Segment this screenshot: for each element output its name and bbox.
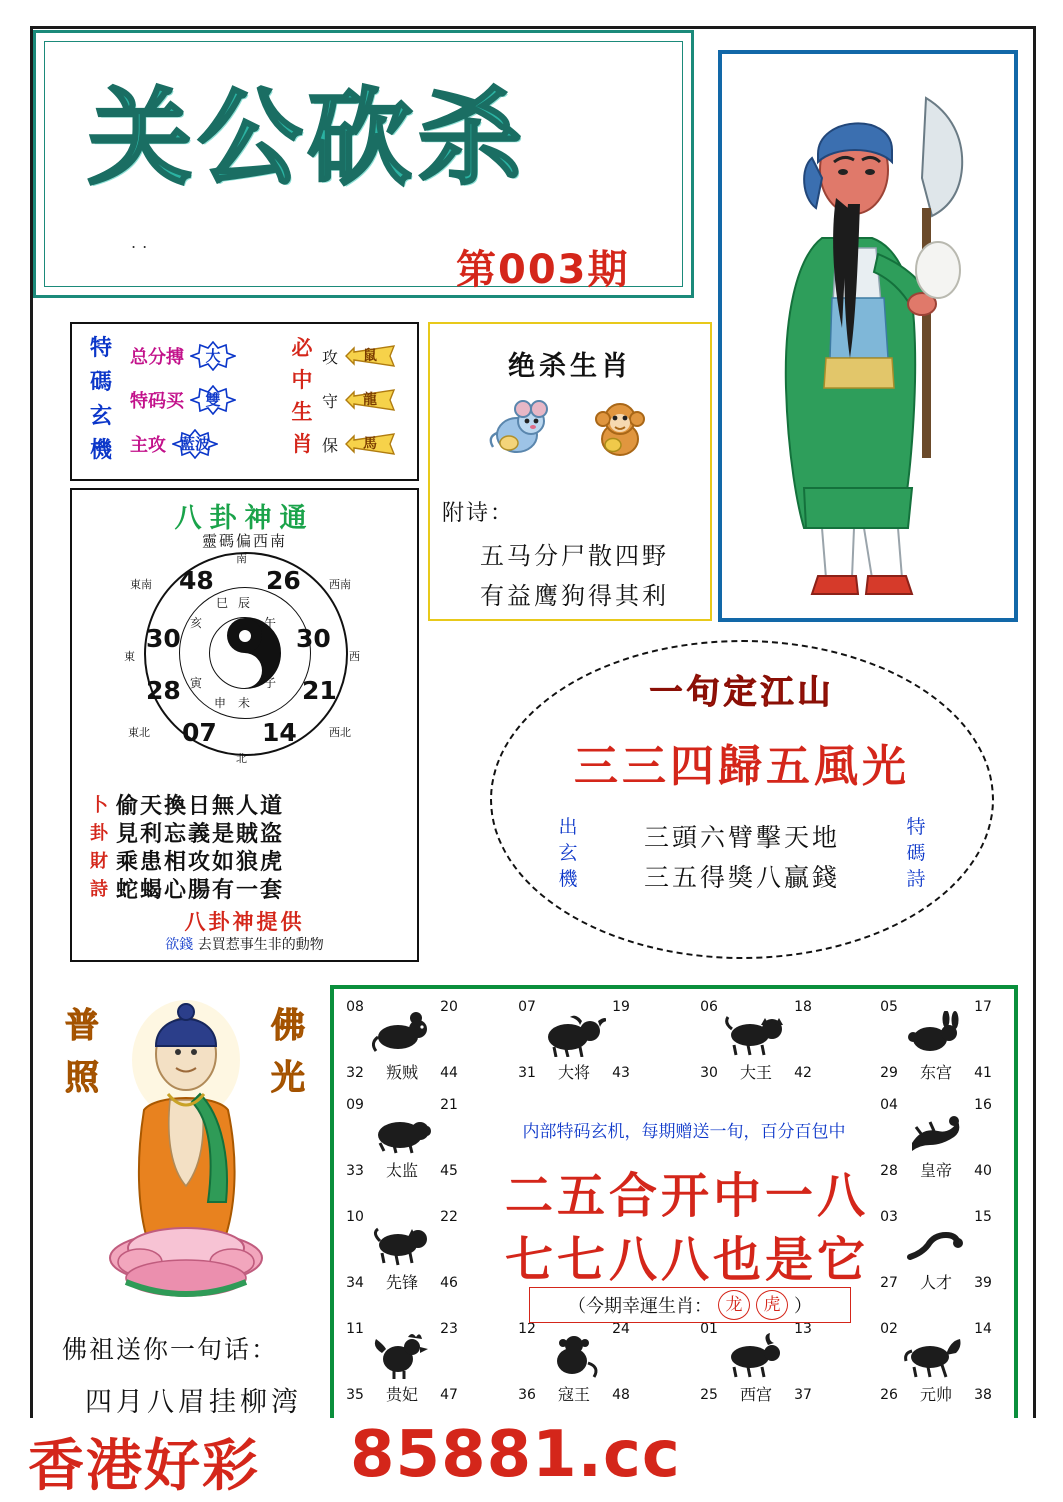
bagua-stem-1: 辰 (238, 596, 251, 610)
lucky-zodiac-badge (529, 1287, 851, 1323)
zodiac-num-tl: 12 (518, 1321, 536, 1337)
tema-char-3: 玄 (89, 404, 112, 429)
zodiac-num-tl: 03 (880, 1209, 898, 1225)
bagua-dir-nw: 東南 (130, 578, 152, 591)
bagua-stem-5: 子 (264, 676, 277, 690)
zodiac-num-bl: 35 (346, 1387, 364, 1403)
bagua-dir-sw: 東北 (128, 726, 150, 739)
zodiac-num-tr: 13 (794, 1321, 812, 1337)
prediction-value: 雙 (205, 391, 221, 409)
zodiac-num-tl: 11 (346, 1321, 364, 1337)
prediction-rows (130, 334, 280, 466)
zodiac-num-bl: 26 (880, 1387, 898, 1403)
zodiac-name: 西宫 (739, 1385, 772, 1404)
yiju-left-label: 出玄機 (558, 816, 578, 890)
bagua-stem-2: 午 (264, 616, 277, 630)
zodiac-num-br: 42 (794, 1065, 812, 1081)
tiger-icon (724, 1011, 788, 1063)
bagua-footer-note-a: 欲錢 (165, 937, 194, 953)
prediction-label: 特码买 (130, 391, 184, 412)
bagua-number-s-right: 14 (262, 718, 297, 747)
zodiac-num-bl: 28 (880, 1163, 898, 1179)
tema-char-2: 碼 (89, 370, 112, 395)
zodiac-name: 先锋 (385, 1273, 418, 1292)
bizhong-shengxiao-label (287, 332, 317, 460)
mouse-icon (487, 399, 553, 465)
zodiac-num-tl: 07 (518, 999, 536, 1015)
buddha-left-chars: 普照 (65, 1006, 99, 1098)
zodiac-name: 寇王 (557, 1385, 590, 1404)
zodiac-num-bl: 25 (700, 1387, 718, 1403)
lucky-zodiac-label: （今期幸運生肖： (568, 1296, 712, 1317)
poem-mark-0: 卜 (90, 795, 108, 816)
bagua-circle (124, 552, 364, 782)
poem-mark-1: 卦 (90, 823, 108, 844)
footer-bar (0, 1418, 1063, 1499)
bagua-box (70, 488, 419, 962)
bagua-number-s-left: 07 (182, 718, 217, 747)
zodiac-num-bl: 30 (700, 1065, 718, 1081)
bagua-subtitle: 靈碼偏西南 (201, 532, 287, 550)
pick-value: 龍 (363, 392, 378, 408)
zodiac-num-tr: 17 (974, 999, 992, 1015)
bagua-dir-w: 東 (124, 650, 135, 663)
juesha-title: 绝杀生肖 (508, 351, 632, 382)
yiju-couplet-1: 三頭六臂擊天地 (643, 823, 840, 852)
prediction-row (130, 334, 280, 378)
zodiac-num-br: 45 (440, 1163, 458, 1179)
bagua-dir-ne: 西南 (329, 578, 351, 591)
zodiac-num-tl: 06 (700, 999, 718, 1015)
bagua-footer-note-b: 去買惹事生非的動物 (197, 937, 324, 953)
zodiac-num-tl: 09 (346, 1097, 364, 1113)
tema-xuanji-label (80, 332, 122, 470)
zodiac-num-tr: 20 (440, 999, 458, 1015)
monkey-icon (587, 399, 653, 465)
zodiac-name: 贵妃 (385, 1385, 418, 1404)
zodiac-num-bl: 31 (518, 1065, 536, 1081)
yiju-couplet-2: 三五得獎八贏錢 (643, 863, 840, 892)
pick-label: 保 (322, 435, 339, 455)
zodiac-num-tl: 05 (880, 999, 898, 1015)
bagua-stem-6: 寅 (190, 676, 203, 690)
zodiac-num-tl: 01 (700, 1321, 718, 1337)
zodiac-num-bl: 36 (518, 1387, 536, 1403)
zodiac-num-br: 44 (440, 1065, 458, 1081)
poem-line-1: 見利忘義是賊盗 (116, 821, 285, 847)
juesha-poem-label: 附诗： (442, 501, 515, 526)
zodiac-num-tr: 23 (440, 1321, 458, 1337)
zodiac-num-tr: 14 (974, 1321, 992, 1337)
burst-badge (172, 429, 218, 459)
zodiac-cell[interactable] (874, 997, 998, 1083)
bagua-number-w: 30 (146, 624, 181, 653)
zodiac-cell[interactable] (874, 1319, 998, 1405)
bagua-dir-e: 西 (349, 650, 360, 663)
buddha-illustration (96, 990, 276, 1320)
bagua-footer: 八卦神提供 (184, 910, 305, 934)
buddha-message-text: 四月八眉挂柳湾 (85, 1387, 302, 1418)
pick-value: 馬 (363, 436, 378, 452)
zodiac-cell[interactable] (340, 1319, 464, 1405)
footer-site[interactable]: 85881.cc (350, 1418, 681, 1492)
zodiac-num-tl: 08 (346, 999, 364, 1015)
bagua-poem (82, 790, 407, 902)
ox-icon (542, 1011, 606, 1063)
zodiac-name: 皇帝 (919, 1161, 952, 1180)
rooster-icon (370, 1333, 434, 1385)
bagua-number-se: 21 (302, 676, 337, 705)
zodiac-name: 大王 (739, 1063, 772, 1082)
zodiac-cell[interactable] (694, 997, 818, 1083)
pick-badge (342, 430, 398, 458)
rabbit-icon (904, 1011, 968, 1063)
zodiac-num-tl: 10 (346, 1209, 364, 1225)
bagua-stem-3: 亥 (190, 616, 203, 630)
tema-xuanji-box (70, 322, 419, 481)
zodiac-num-br: 38 (974, 1387, 992, 1403)
title-dots: .. (131, 233, 154, 252)
bagua-poem-row (82, 846, 407, 874)
horse-icon (904, 1333, 968, 1385)
poem-mark-3: 詩 (90, 879, 108, 900)
zodiac-num-br: 47 (440, 1387, 458, 1403)
prediction-label: 总分搏 (130, 347, 184, 368)
pig-icon (370, 1109, 434, 1161)
bagua-number-sw: 28 (146, 676, 181, 705)
pick-row (322, 378, 412, 422)
buddha-message-label: 佛祖送你一句话： (62, 1335, 279, 1364)
bizhong-char-2: 中 (291, 368, 313, 392)
zodiac-num-br: 41 (974, 1065, 992, 1081)
pick-rows (322, 334, 412, 466)
tema-char-4: 機 (89, 438, 112, 463)
zodiac-num-tr: 19 (612, 999, 630, 1015)
bagua-poem-row (82, 818, 407, 846)
juesha-poem-line-2: 有益鹰狗得其利 (480, 582, 669, 610)
zodiac-cell[interactable] (340, 1095, 464, 1181)
zodiac-num-br: 37 (794, 1387, 812, 1403)
bizhong-char-1: 必 (291, 336, 313, 360)
bagua-footer-note (72, 934, 417, 954)
bagua-dir-s: 北 (236, 752, 247, 765)
title-box (33, 30, 694, 298)
prediction-row (130, 422, 280, 466)
lucky-zodiac-value-1: 龙 (718, 1290, 750, 1320)
bagua-number-e: 30 (296, 624, 331, 653)
pick-row (322, 422, 412, 466)
zodiac-num-bl: 34 (346, 1275, 364, 1291)
bagua-title: 八卦神通 (174, 503, 315, 534)
footer-brand: 香港好彩 (28, 1434, 260, 1499)
zodiac-num-bl: 27 (880, 1275, 898, 1291)
prediction-value: 大 (205, 347, 221, 365)
buddha-right-chars: 佛光 (271, 1006, 305, 1098)
poem-line-2: 乘患相攻如狼虎 (116, 849, 285, 875)
bagua-stem-4: 未 (238, 696, 251, 710)
zodiac-big-line-1: 二五合开中一八 (504, 1168, 869, 1224)
poem-mark-2: 財 (90, 851, 108, 872)
prediction-label: 主攻 (130, 435, 166, 456)
pick-badge (342, 342, 398, 370)
zodiac-num-tl: 04 (880, 1097, 898, 1113)
page-title: 关公砍杀 (88, 77, 529, 199)
tema-char-1: 特 (89, 336, 112, 361)
zodiac-big-line-2: 七七八八也是它 (504, 1232, 869, 1288)
zodiac-num-tr: 24 (612, 1321, 630, 1337)
burst-badge (190, 341, 236, 371)
pick-label: 攻 (322, 347, 339, 367)
zodiac-num-br: 43 (612, 1065, 630, 1081)
juesha-poem-line-1: 五马分尸散四野 (480, 542, 669, 570)
zodiac-num-br: 39 (974, 1275, 992, 1291)
lucky-zodiac-suffix: ） (794, 1296, 812, 1317)
yiju-main-phrase: 三三四歸五風光 (574, 741, 910, 792)
zodiac-num-tr: 21 (440, 1097, 458, 1113)
zodiac-cell[interactable] (512, 997, 636, 1083)
hero-image-frame (718, 50, 1018, 622)
yiju-title: 一句定江山 (649, 672, 835, 711)
zodiac-name: 元帅 (919, 1385, 952, 1404)
zodiac-num-br: 46 (440, 1275, 458, 1291)
monkey-icon (542, 1333, 606, 1385)
bizhong-char-3: 生 (291, 400, 313, 424)
yiju-right-label: 特碼詩 (906, 816, 926, 890)
zodiac-num-tr: 16 (974, 1097, 992, 1113)
zodiac-name: 叛贼 (385, 1063, 418, 1082)
guan-gong-illustration (726, 58, 1010, 614)
bagua-poem-row (82, 874, 407, 902)
zodiac-table (330, 985, 1018, 1451)
pick-label: 守 (322, 391, 339, 411)
zodiac-cell[interactable] (340, 1207, 464, 1293)
zodiac-cell[interactable] (512, 1319, 636, 1405)
yiju-ellipse-box (490, 640, 994, 959)
zodiac-name: 大将 (557, 1063, 590, 1082)
prediction-value: 藍波 (179, 435, 210, 453)
bizhong-char-4: 肖 (291, 432, 313, 456)
issue-number: 第003期 (456, 247, 630, 293)
rat-icon (370, 1011, 434, 1063)
juesha-icons (430, 392, 710, 472)
poem-line-0: 偷天換日無人道 (116, 793, 285, 819)
dog-icon (370, 1221, 434, 1273)
burst-badge (190, 385, 236, 415)
zodiac-num-bl: 33 (346, 1163, 364, 1179)
bagua-poem-row (82, 790, 407, 818)
zodiac-num-bl: 32 (346, 1065, 364, 1081)
pick-row (322, 334, 412, 378)
bagua-dir-se: 西北 (329, 726, 351, 739)
zodiac-cell[interactable] (694, 1319, 818, 1405)
bagua-stem-0: 巳 (216, 596, 229, 610)
zodiac-name: 东宫 (919, 1063, 952, 1082)
dragon-icon (904, 1109, 968, 1161)
poem-line-3: 蛇蝎心腸有一套 (116, 877, 285, 903)
zodiac-num-tl: 02 (880, 1321, 898, 1337)
zodiac-num-tr: 18 (794, 999, 812, 1015)
goat-icon (724, 1333, 788, 1385)
zodiac-num-bl: 29 (880, 1065, 898, 1081)
juesha-box (428, 322, 712, 621)
pick-value: 鼠 (363, 348, 378, 364)
zodiac-name: 太监 (385, 1161, 418, 1180)
zodiac-num-tr: 22 (440, 1209, 458, 1225)
zodiac-name: 人才 (919, 1273, 952, 1292)
zodiac-num-tr: 15 (974, 1209, 992, 1225)
zodiac-cell[interactable] (340, 997, 464, 1083)
prediction-row (130, 378, 280, 422)
zodiac-num-br: 48 (612, 1387, 630, 1403)
bagua-number-ne: 26 (266, 566, 301, 595)
pick-badge (342, 386, 398, 414)
zodiac-num-br: 40 (974, 1163, 992, 1179)
bagua-number-nw: 48 (179, 566, 214, 595)
zodiac-center-note: 内部特码玄机，每期赠送一旬，百分百包中 (522, 1122, 846, 1142)
bagua-stem-7: 申 (214, 696, 227, 710)
bagua-dir-n: 南 (236, 552, 247, 565)
lucky-zodiac-value-2: 虎 (756, 1290, 788, 1320)
